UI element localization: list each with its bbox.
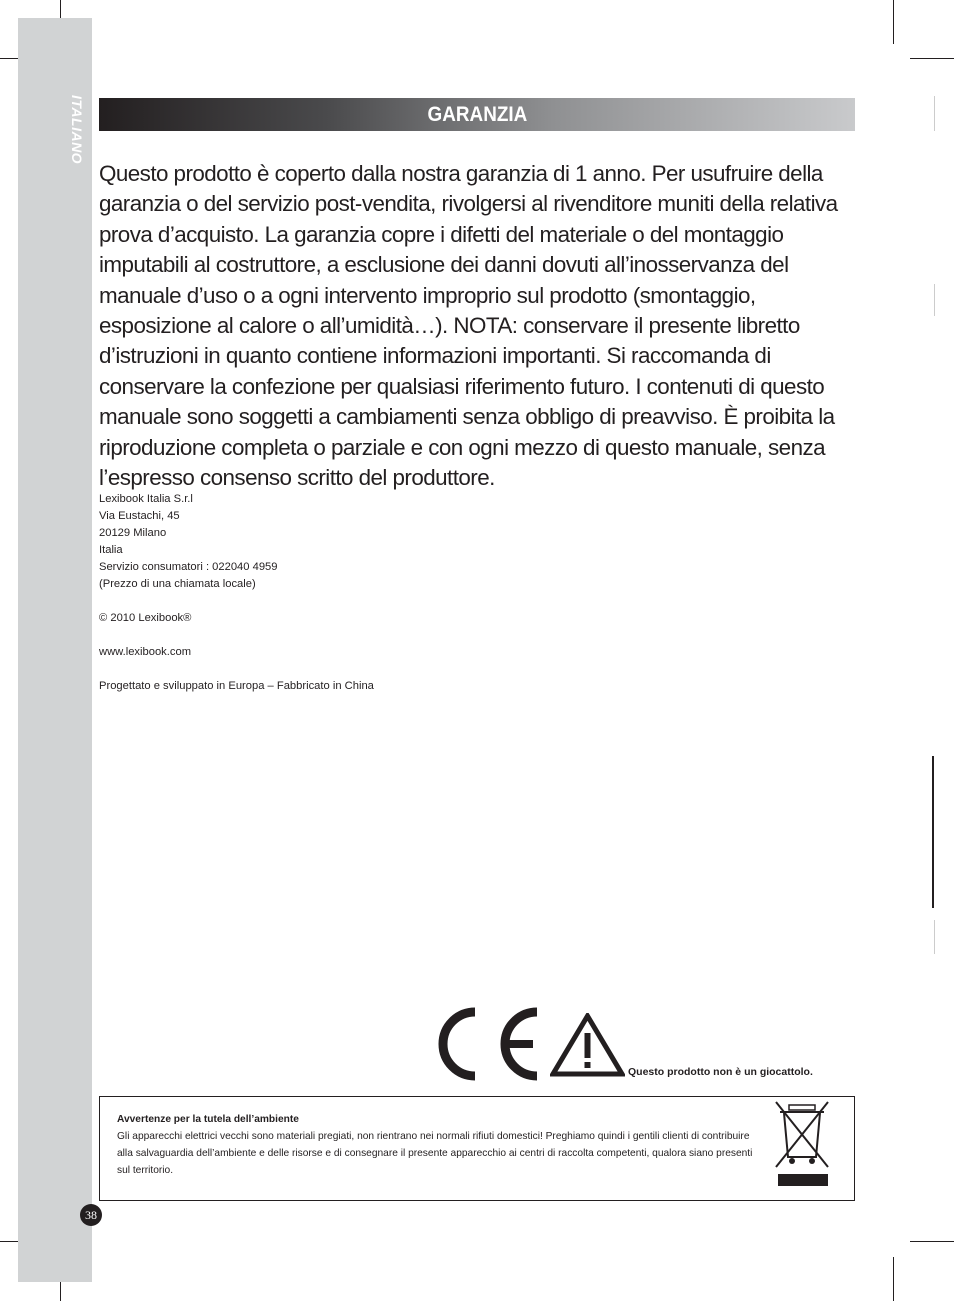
crop-mark <box>893 1257 894 1301</box>
crop-mark <box>893 0 894 44</box>
company-name: Lexibook Italia S.r.l <box>99 493 193 505</box>
language-sidebar <box>18 18 92 1282</box>
crop-mark <box>910 58 954 59</box>
contact-block <box>99 491 499 695</box>
country: Italia <box>99 544 123 556</box>
environment-notice-title: Avvertenze per la tutela dell’ambiente <box>117 1114 299 1125</box>
street-address: Via Eustachi, 45 <box>99 510 180 522</box>
origin-statement: Progettato e sviluppato in Europa – Fabbricato in China <box>99 680 374 692</box>
website-link[interactable]: www.lexibook.com <box>99 646 192 658</box>
not-a-toy-notice: Questo prodotto non è un giocattolo. <box>628 1066 813 1078</box>
environment-notice-box <box>99 1096 855 1201</box>
registration-tick <box>934 96 935 131</box>
section-title: GARANZIA <box>427 102 527 126</box>
registration-tick <box>934 284 935 316</box>
city: 20129 Milano <box>99 527 167 539</box>
crop-mark <box>910 1241 954 1242</box>
call-cost-note: (Prezzo di una chiamata locale) <box>99 578 256 590</box>
section-title-bar <box>99 98 855 131</box>
environment-notice-text: Gli apparecchi elettrici vecchi sono materiali pregiati, non rientrano nei normali rifiuti domestici! Preghiamo quindi i gentili clienti di contribuire alla salvaguardia dell’ambiente e delle risorse e di consegnare il presente apparecchio ai centri di raccolta competenti, qualora siano presenti sul territorio. <box>117 1131 753 1176</box>
warning-triangle-icon <box>550 1013 625 1077</box>
language-label: ITALIANO <box>69 95 85 165</box>
environment-notice <box>117 1111 757 1179</box>
crossed-out-bin-icon <box>772 1099 832 1189</box>
registration-tick <box>934 920 935 954</box>
customer-service-phone: Servizio consumatori : 022040 4959 <box>99 561 278 573</box>
page-number: 38 <box>80 1204 102 1226</box>
registration-bar <box>932 756 934 908</box>
warranty-text: Questo prodotto è coperto dalla nostra garanzia di 1 anno. Per usufruire della garanzia o del servizio post-vendita, rivolgersi al rivenditore muniti della relativa prova d’acquisto. La garanzia copre i difetti del materiale o del montaggio imputabili al costruttore, a esclusione dei danni dovuti all’inosservanza del manuale d’uso o a ogni intervento improprio sul prodotto (smontaggio, esposizione al calore o all’umidità…). NOTA: conservare il presente libretto d’istruzioni in quanto contiene informazioni importanti. Si raccomanda di conservare la confezione per qualsiasi riferimento futuro. I contenuti di questo manuale sono soggetti a cambiamenti senza obbligo di preavviso. È proibita la riproduzione completa o parziale e con ogni mezzo di questo manuale, senza l’espresso consenso scritto del produttore. <box>99 161 838 491</box>
copyright: © 2010 Lexibook® <box>99 612 192 624</box>
